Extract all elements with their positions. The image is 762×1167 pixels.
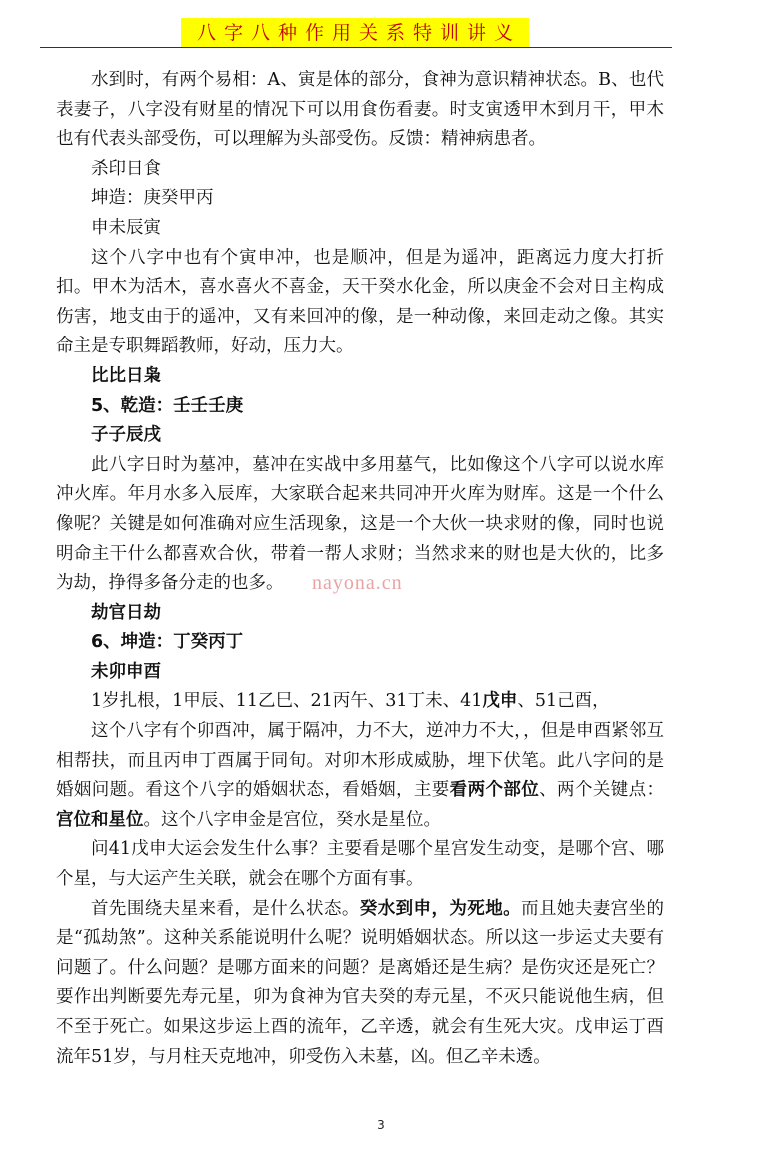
- chart-earthly-branches: 子子辰戌: [91, 425, 161, 446]
- chart-earthly-branches: 申未辰寅: [91, 217, 161, 238]
- page-number: 3: [377, 1118, 385, 1132]
- paragraph: 问41戊申大运会发生什么事？主要看是哪个星宫发生动变，是哪个宫、哪个星，与大运产生关联，就会在哪个方面有事。: [56, 839, 664, 890]
- text-run: 、两个关键点：: [539, 780, 665, 801]
- text-run: 。这个八字申金是宫位，癸水是星位。: [143, 809, 441, 830]
- document-header: [40, 18, 670, 48]
- bold-run: 戊申: [482, 691, 518, 712]
- chart-label: 比比日枭: [91, 365, 161, 386]
- document-body: [56, 66, 664, 1072]
- case-heading: 5、乾造：壬壬壬庚: [91, 395, 244, 416]
- paragraph: 这个八字中也有个寅申冲，也是顺冲，但是为遥冲，距离远力度大打折扣。甲木为活木，喜水喜火不喜金，天干癸水化金，所以庚金不会对日主构成伤害，地支由于的遥冲，又有来回冲的像，是一种动像，来回走动之像。其实命主是专职舞蹈教师，好动，压力大。: [56, 247, 664, 357]
- watermark: nayona.cn: [312, 572, 403, 594]
- case-heading: 6、坤造：丁癸丙丁: [91, 632, 244, 653]
- header-rule: [40, 47, 672, 48]
- chart-label: 杀印日食: [91, 158, 161, 179]
- chart-label: 劫官日劫: [91, 602, 161, 623]
- paragraph: 水到时，有两个易相：A、寅是体的部分，食神为意识精神状态。B、也代表妻子，八字没有财星的情况下可以用食伤看妻。时支寅透甲木到月干，甲木也有代表头部受伤，可以理解为头部受伤。反馈：精神病患者。: [56, 70, 664, 150]
- header-title: 八字八种作用关系特训讲义: [181, 18, 529, 48]
- text-run: 1岁扎根，1甲辰、11乙巳、21丙午、31丁未、41: [91, 691, 483, 712]
- bold-run: 看两个部位: [449, 780, 540, 801]
- paragraph: [56, 895, 664, 1073]
- chart-heavenly-stems: 坤造：庚癸甲丙: [91, 188, 214, 209]
- text-run: 而且她夫妻宫坐的是“孤劫煞”。这种关系能说明什么呢？说明婚姻状态。所以这一步运丈夫要有问题了。什么问题？是哪方面来的问题？是离婚还是生病？是伤灾还是死亡？要作出判断要先寿元星，卯为食神为官夫癸的寿元星，不灭只能说他生病，但不至于死亡。如果这步运上酉的流年，乙辛透，就会有生死大灾。戊申运丁酉流年51岁，与月柱天克地冲，卯受伤入未墓，凶。但乙辛未透。: [56, 898, 665, 1067]
- chart-earthly-branches: 未卯申酉: [91, 661, 161, 682]
- luck-pillars-line: [56, 687, 664, 717]
- paragraph: [56, 717, 664, 835]
- bold-run: 癸水到申，为死地。: [359, 898, 522, 919]
- text-run: 、51己酉，: [517, 691, 610, 712]
- paragraph: 此八字日时为墓冲，墓冲在实战中多用墓气，比如像这个八字可以说水库冲火库。年月水多入辰库，大家联合起来共同冲开火库为财库。这是一个什么像呢？关键是如何准确对应生活现象，这是一个大伙一块求财的像，同时也说明命主干什么都喜欢合伙，带着一帮人求财；当然求来的财也是大伙的，比多为劫，挣得多备分走的也多。: [56, 454, 664, 594]
- text-run: 这个八字有个卯酉冲，属于隔冲，力不大，逆冲力不大，，但是申酉紧邻互相帮扶，而且丙申丁酉属于同旬。对卯木形成威胁，埋下伏笔。此八字问的是婚姻问题。看这个八字的婚姻状态，看婚姻，主要: [56, 721, 664, 801]
- bold-run: 宫位和星位: [56, 809, 144, 830]
- text-run: 首先围绕夫星来看，是什么状态。: [91, 898, 360, 919]
